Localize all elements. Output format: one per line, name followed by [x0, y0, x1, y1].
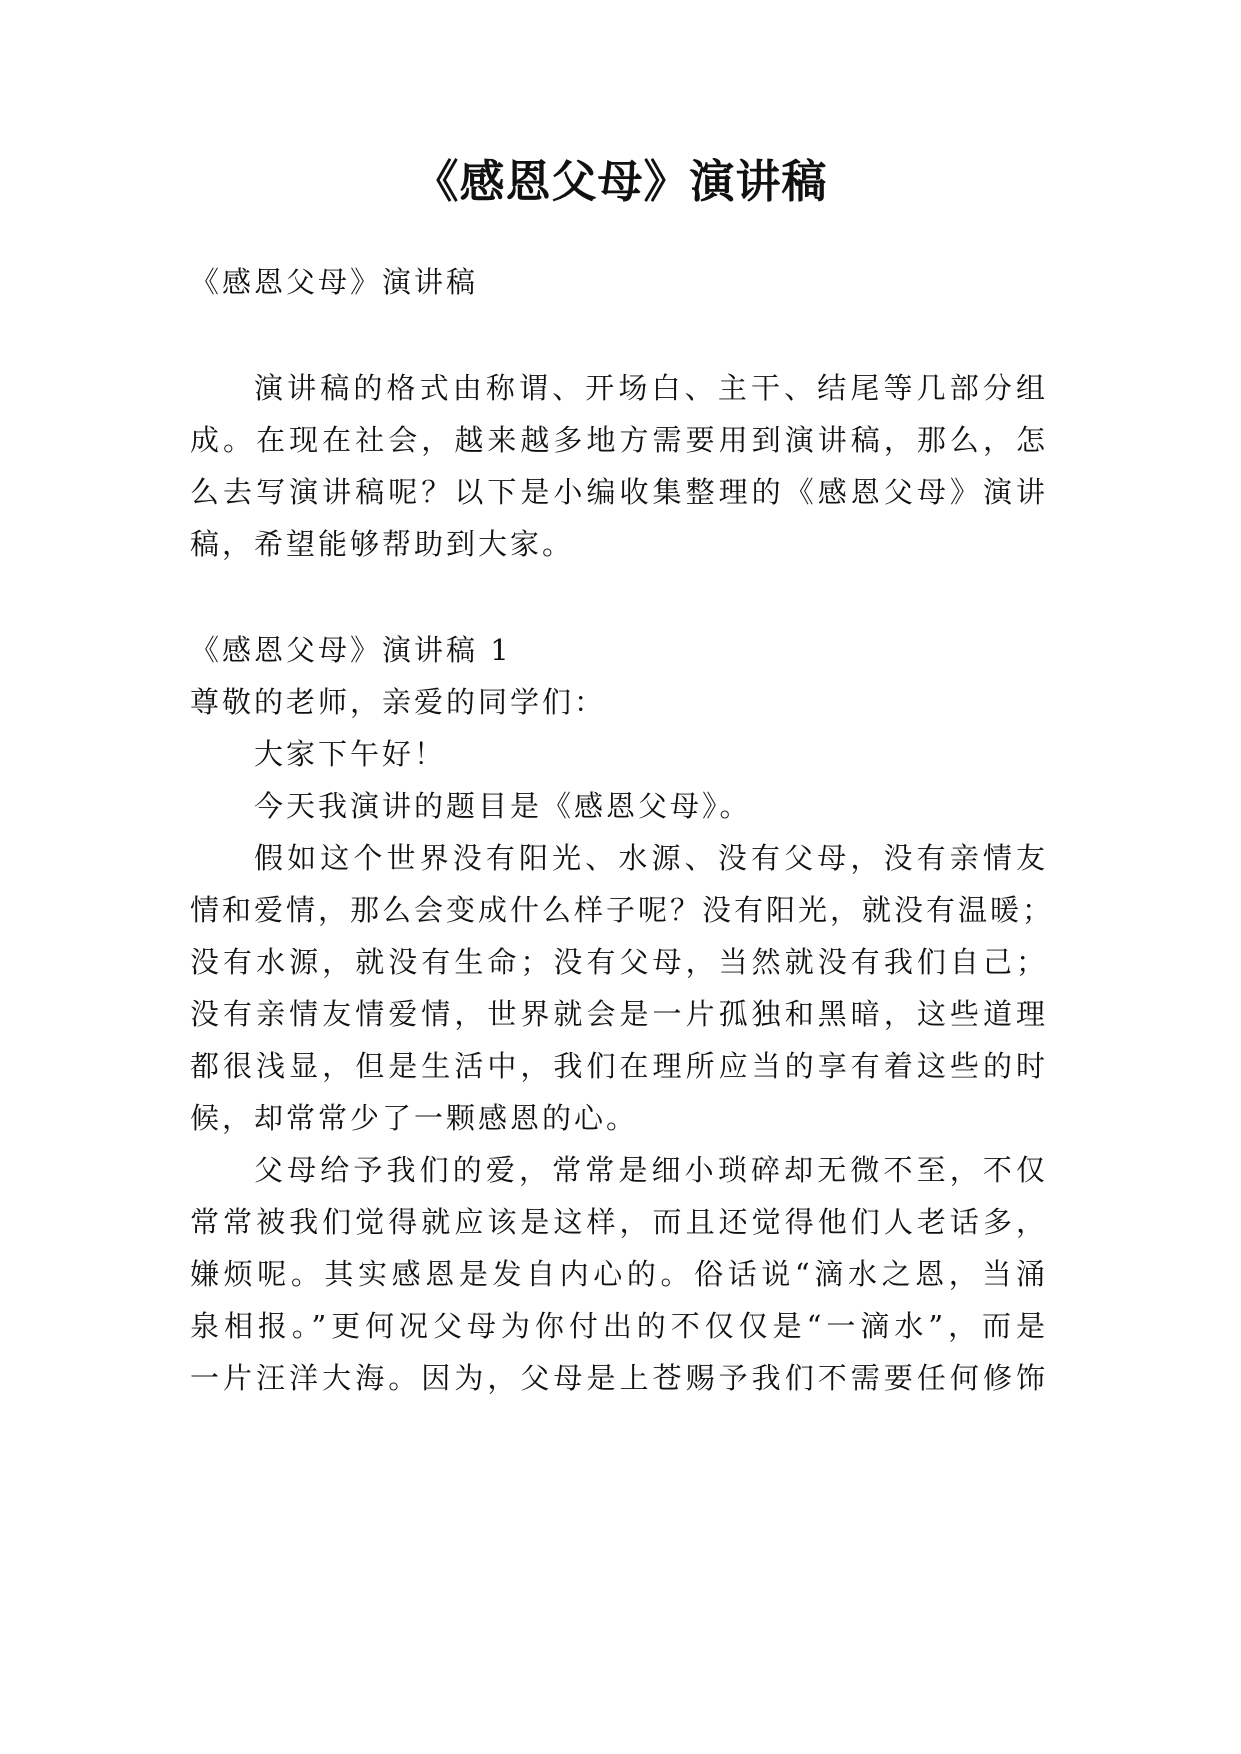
paragraph-line: 候，却常常少了一颗感恩的心。: [190, 1101, 639, 1135]
paragraph-line: 泉相报。”更何况父母为你付出的不仅仅是“一滴水”，而是: [190, 1309, 1048, 1343]
topic-line: 今天我演讲的题目是《感恩父母》。: [254, 789, 752, 823]
intro-line: 成。在现在社会，越来越多地方需要用到演讲稿，那么，怎: [190, 423, 1048, 457]
document-title: 《感恩父母》演讲稿: [413, 155, 828, 208]
paragraph-line: 常常被我们觉得就应该是这样，而且还觉得他们人老话多，: [190, 1205, 1048, 1239]
paragraph-line: 都很浅显，但是生活中，我们在理所应当的享有着这些的时: [190, 1049, 1048, 1083]
paragraph-line: 一片汪洋大海。因为，父母是上苍赐予我们不需要任何修饰: [190, 1361, 1048, 1395]
paragraph-line: 父母给予我们的爱，常常是细小琐碎却无微不至，不仅: [254, 1153, 1048, 1187]
paragraph-line: 没有水源，就没有生命；没有父母，当然就没有我们自己；: [190, 945, 1048, 979]
paragraph-line: 假如这个世界没有阳光、水源、没有父母，没有亲情友: [254, 841, 1048, 875]
intro-line: 稿，希望能够帮助到大家。: [190, 527, 575, 561]
salutation: 尊敬的老师，亲爱的同学们：: [190, 685, 607, 719]
paragraph-line: 嫌烦呢。其实感恩是发自内心的。俗话说“滴水之恩，当涌: [190, 1257, 1048, 1291]
paragraph-line: 情和爱情，那么会变成什么样子呢？没有阳光，就没有温暖；: [190, 893, 1055, 927]
paragraph-line: 没有亲情友情爱情，世界就会是一片孤独和黑暗，这些道理: [190, 997, 1048, 1031]
intro-line: 演讲稿的格式由称谓、开场白、主干、结尾等几部分组: [254, 371, 1048, 405]
intro-line: 么去写演讲稿呢？以下是小编收集整理的《感恩父母》演讲: [190, 475, 1048, 509]
greeting: 大家下午好！: [254, 737, 447, 771]
section-heading: 《感恩父母》演讲稿 1: [190, 633, 512, 667]
subtitle: 《感恩父母》演讲稿: [190, 265, 479, 299]
